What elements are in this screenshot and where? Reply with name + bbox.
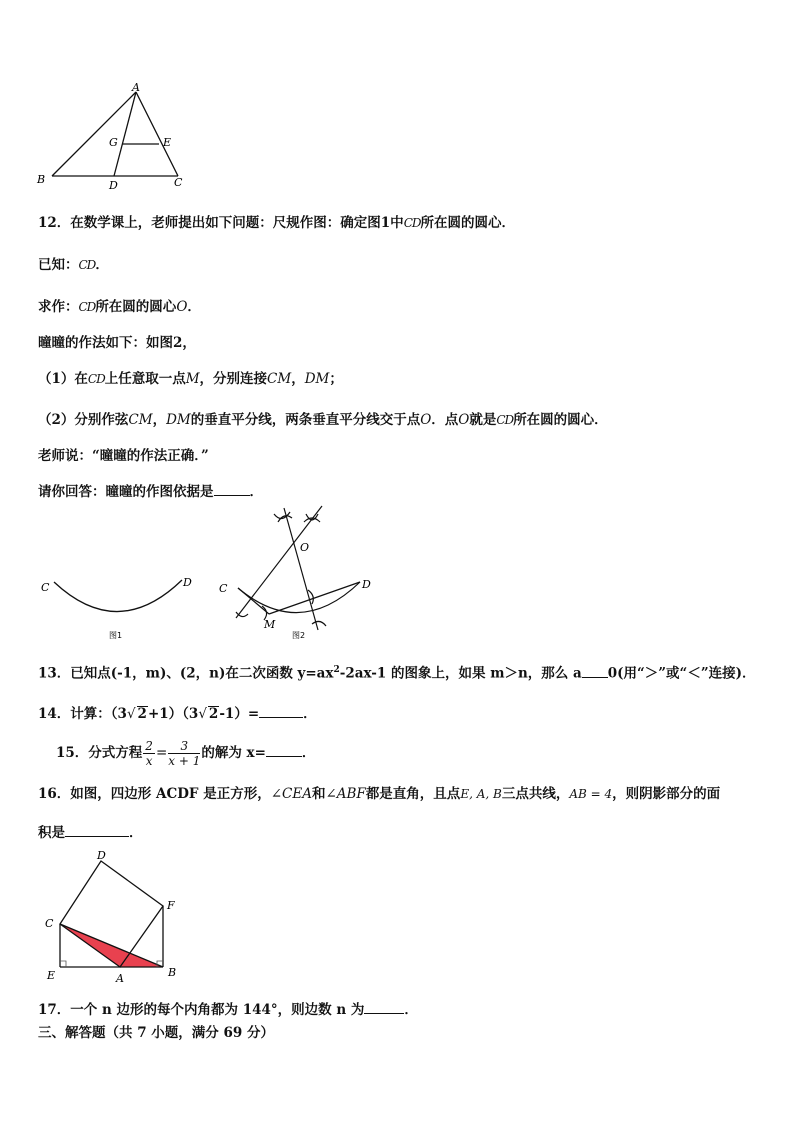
- q12-text: ．: [187, 299, 201, 315]
- label-c: C: [174, 176, 183, 189]
- q12-line7: 老师说：“曈曈的作法正确．”: [38, 448, 209, 464]
- label-e: E: [163, 136, 172, 149]
- q15-text: ．: [301, 745, 316, 761]
- var-o: O: [420, 412, 432, 428]
- q16-line1: [38, 785, 720, 803]
- q15-text: 的解为 x=: [201, 745, 266, 761]
- arc-cd: CD: [403, 216, 421, 230]
- q12-line3: [38, 298, 201, 316]
- q12-text: ；: [329, 371, 343, 387]
- q12-text: ．点: [431, 412, 459, 428]
- q12-text: （1）在: [38, 371, 88, 387]
- fig1-caption: 图1: [109, 631, 123, 640]
- sqrt-radicand: 2: [137, 706, 147, 722]
- q12-text: 已知：: [38, 257, 79, 273]
- q12-text: 所在圆的圆心．: [420, 215, 515, 231]
- fig16-label-e: E: [47, 969, 56, 982]
- sqrt-sign: √: [198, 706, 207, 722]
- q16-text: 和: [311, 786, 326, 802]
- fraction-denominator: x + 1: [168, 754, 201, 768]
- var-cm: CM: [267, 371, 292, 387]
- answer-blank[interactable]: [582, 663, 608, 678]
- angle-cea: ∠CEA: [270, 786, 312, 802]
- q12-line4: 曈曈的作法如下：如图2，: [38, 335, 196, 351]
- q12-text: ，: [291, 371, 305, 387]
- q17-text: 17．一个 n 边形的每个内角都为 144°，则边数 n 为: [38, 1002, 365, 1018]
- fig1-label-d: D: [183, 576, 192, 589]
- q16-text: 积是: [38, 825, 65, 841]
- arc-cd: CD: [78, 300, 96, 314]
- q12-text: ．: [249, 484, 263, 500]
- q13: [38, 661, 755, 683]
- q12-line8: [38, 481, 263, 501]
- q14-text: +1）（3: [147, 706, 199, 722]
- sqrt-sign: √: [126, 706, 136, 722]
- fig16-label-f: F: [167, 899, 175, 912]
- answer-blank[interactable]: [65, 822, 129, 837]
- fig2-label-m: M: [264, 618, 276, 631]
- q12-line5: [38, 370, 343, 388]
- q16-line2: [38, 822, 143, 842]
- var-o: O: [458, 412, 470, 428]
- angle-abf: ∠ABF: [325, 786, 366, 802]
- figure-1: [36, 570, 206, 642]
- equals-sign: =: [155, 745, 168, 761]
- q17: [38, 999, 418, 1019]
- fraction-numerator: 2: [145, 739, 153, 753]
- arc-cd: CD: [496, 413, 514, 427]
- q12-text: ，分别连接: [199, 371, 268, 387]
- q16-text: ，则阴影部分的面: [612, 786, 721, 802]
- q12-text: 就是: [469, 412, 497, 428]
- q12-text: 请你回答：曈曈的作图依据是: [38, 484, 214, 500]
- q15-text: 15．分式方程: [56, 745, 143, 761]
- q12-line6: [38, 411, 608, 429]
- fig16-label-a: A: [116, 972, 124, 985]
- q12-text: 的垂直平分线，两条垂直平分线交于点: [190, 412, 421, 428]
- q12-text: ．: [95, 257, 109, 273]
- fig2-label-o: O: [300, 541, 310, 554]
- sqrt-radicand: 2: [208, 706, 219, 722]
- points-eab: E, A, B: [460, 787, 502, 801]
- fraction-left: [143, 739, 155, 768]
- q14-text: -1）=: [219, 706, 260, 722]
- q12-line1: [38, 214, 515, 232]
- q16-text: ．: [129, 825, 143, 841]
- fig2-caption: 图2: [292, 631, 306, 640]
- answer-blank[interactable]: [364, 999, 404, 1014]
- fig1-label-c: C: [41, 581, 50, 594]
- answer-blank[interactable]: [259, 703, 303, 718]
- q12-text: ，: [152, 412, 167, 428]
- fraction-right: [168, 739, 200, 768]
- answer-blank[interactable]: [214, 481, 250, 496]
- square-figure: [40, 846, 190, 986]
- arc-cd: CD: [87, 372, 105, 386]
- q17-text: ．: [404, 1002, 418, 1018]
- fig16-label-b: B: [168, 966, 177, 979]
- q13-text: 0(用“＞”或“＜”连接)．: [607, 665, 756, 682]
- var-dm: DM: [304, 371, 330, 387]
- q12-line2: [38, 256, 109, 274]
- label-b: B: [37, 173, 46, 186]
- q15: [56, 734, 315, 772]
- q13-text: 13．已知点(-1，m)、(2，n)在二次函数 y=ax: [38, 665, 334, 682]
- fig16-label-c: C: [45, 917, 54, 930]
- q13-superscript: 2: [333, 665, 340, 675]
- label-a: A: [132, 82, 140, 94]
- label-d: D: [109, 179, 118, 192]
- var-o: O: [176, 299, 188, 315]
- q12-text: 求作：: [38, 299, 79, 315]
- label-g: G: [109, 136, 118, 149]
- q13-text: -2ax-1 的图象上，如果 m＞n，那么 a: [339, 665, 582, 682]
- fraction-denominator: x: [145, 754, 153, 768]
- q14-text: 14．计算：（3: [38, 706, 127, 722]
- q12-text: 上任意取一点: [104, 371, 186, 387]
- q12-text: 所在圆的圆心．: [513, 412, 608, 428]
- q14-text: ．: [303, 706, 317, 722]
- fig2-label-c: C: [219, 582, 228, 595]
- q16-text: 16．如图，四边形 ACDF 是正方形，: [38, 786, 271, 802]
- ab-equals-4: AB = 4: [569, 787, 613, 801]
- section-heading: 三、解答题（共 7 小题，满分 69 分）: [38, 1025, 274, 1041]
- answer-blank[interactable]: [266, 742, 302, 757]
- q16-text: 三点共线，: [501, 786, 570, 802]
- fraction-numerator: 3: [168, 739, 200, 754]
- figure-2: [212, 500, 392, 645]
- q16-text: 都是直角，且点: [365, 786, 461, 802]
- q12-text: （2）分别作弦: [38, 412, 129, 428]
- triangle-figure: [32, 82, 192, 192]
- var-cm: CM: [128, 412, 153, 428]
- fig2-label-d: D: [362, 578, 371, 591]
- arc-cd: CD: [78, 258, 96, 272]
- var-dm: DM: [166, 412, 191, 428]
- q12-text: 12．在数学课上，老师提出如下问题：尺规作图：确定图1中: [38, 215, 404, 231]
- q12-text: 所在圆的圆心: [95, 299, 177, 315]
- fig16-label-d: D: [97, 849, 106, 862]
- q14: [38, 703, 317, 723]
- var-m: M: [185, 371, 200, 387]
